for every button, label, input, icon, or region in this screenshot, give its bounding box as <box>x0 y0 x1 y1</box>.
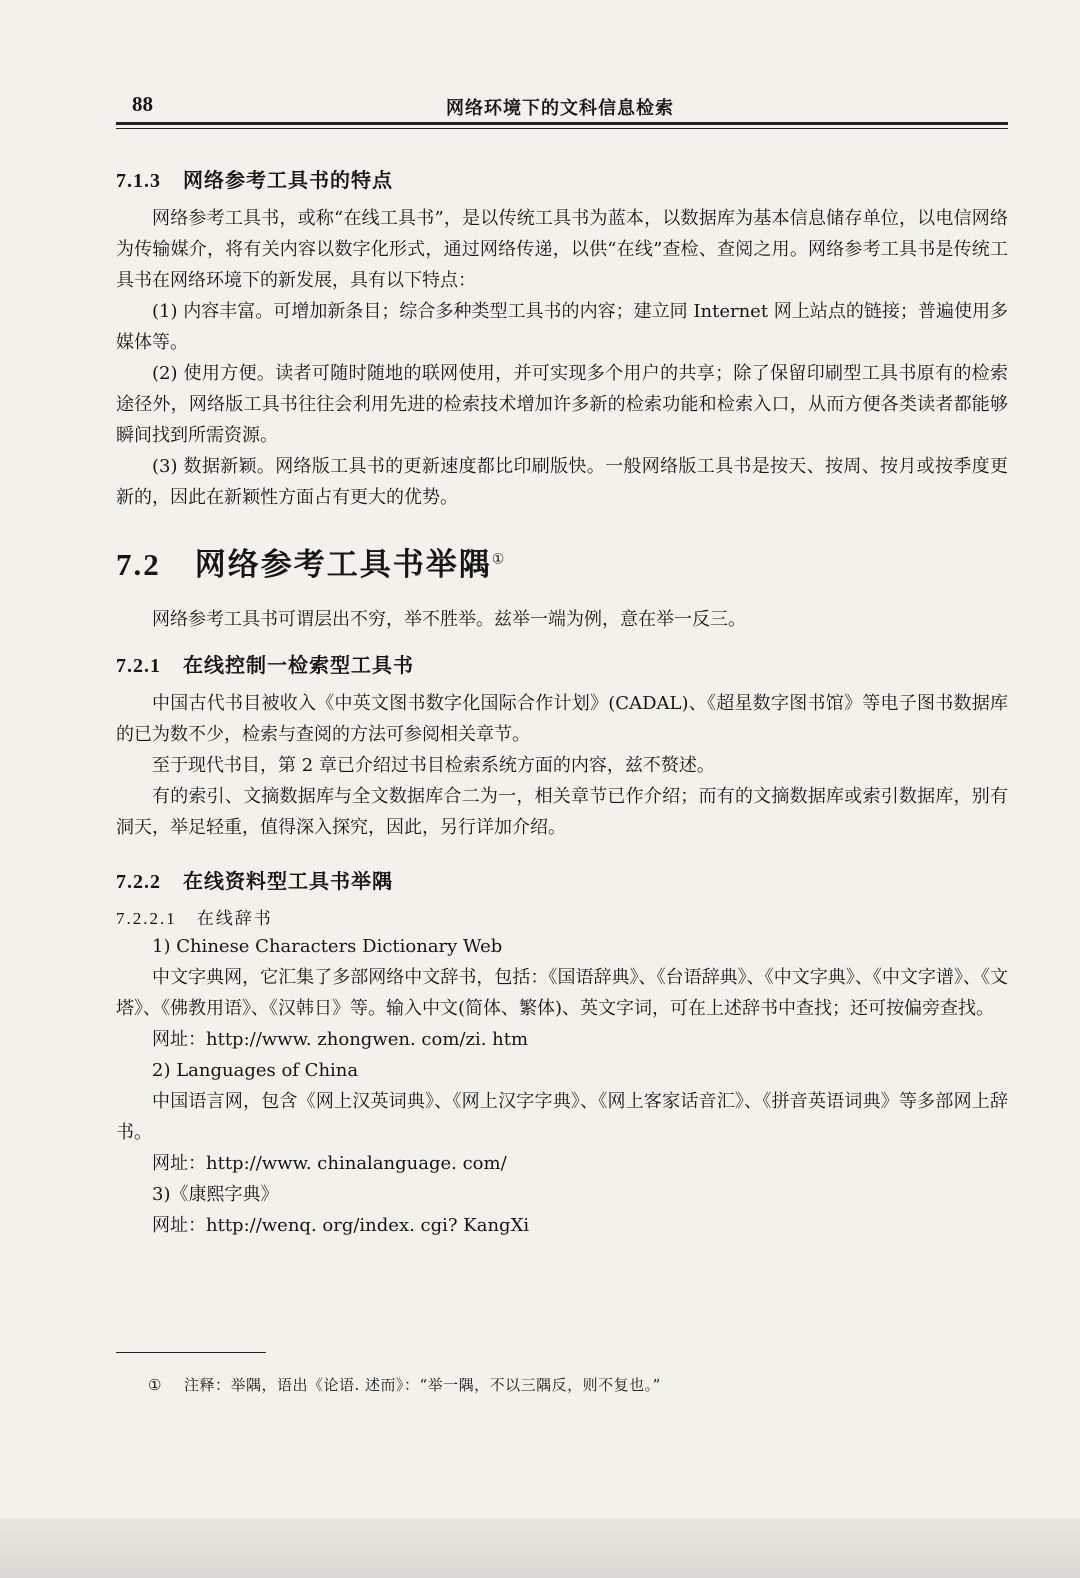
paragraph: (1) 内容丰富。可增加新条目；综合多种类型工具书的内容；建立同 Internet 网上站点的链接；普遍使用多媒体等。 <box>116 301 1008 353</box>
section-number: 7.2 <box>116 547 161 582</box>
url-line: 网址：http://www. zhongwen. com/zi. htm <box>152 1029 529 1050</box>
header-rule-thick <box>116 122 1008 125</box>
paragraph: 有的索引、文摘数据库与全文数据库合二为一，相关章节已作介绍；而有的文摘数据库或索引数据库，别有洞天，举足轻重，值得深入探究，因此，另行详加介绍。 <box>116 786 1008 838</box>
section-title: 在线控制一检索型工具书 <box>183 653 414 677</box>
subsection-title: 在线辞书 <box>196 909 273 929</box>
section-heading-7-1-3 <box>116 164 1008 193</box>
header-rule-thin <box>116 128 1008 129</box>
section-title: 网络参考工具书的特点 <box>183 168 393 192</box>
footnote-text: 注释：举隅，语出《论语. 述而》：“举一隅，不以三隅反，则不复也。” <box>183 1376 661 1394</box>
url-line: 网址：http://www. chinalanguage. com/ <box>152 1153 507 1174</box>
footnote <box>148 1374 661 1395</box>
section-title: 网络参考工具书举隅 <box>194 547 492 583</box>
footnote-reference: ① <box>491 551 507 568</box>
section-heading-7-2-2 <box>116 865 1008 894</box>
paragraph: 网络参考工具书，或称“在线工具书”，是以传统工具书为蓝本，以数据库为基本信息储存单位，以电信网络为传输媒介，将有关内容以数字化形式，通过网络传递，以供“在线”查检、查阅之用。网络参考工具书是传统工具书在网络环境下的新发展，具有以下特点： <box>116 208 1008 291</box>
paragraph: (2) 使用方便。读者可随时随地的联网使用，并可实现多个用户的共享；除了保留印刷型工具书原有的检索途径外，网络版工具书往往会利用先进的检索技术增加许多新的检索功能和检索入口，从而方便各类读者都能够瞬间找到所需资源。 <box>116 363 1008 446</box>
running-title: 网络环境下的文科信息检索 <box>446 98 674 119</box>
section-heading-7-2-1 <box>116 649 1008 678</box>
paragraph: 至于现代书目，第 2 章已介绍过书目检索系统方面的内容，兹不赘述。 <box>152 755 715 776</box>
page-number: 88 <box>132 92 153 116</box>
list-item-title: 1) Chinese Characters Dictionary Web <box>152 936 503 957</box>
section-number: 7.2.1 <box>116 655 161 677</box>
url-line: 网址：http://wenq. org/index. cgi? KangXi <box>152 1215 530 1236</box>
page-body <box>116 150 1008 1241</box>
footnote-mark: ① <box>148 1376 162 1394</box>
scan-edge <box>0 1518 1080 1578</box>
list-item-title: 2) Languages of China <box>152 1060 359 1081</box>
paragraph: 网络参考工具书可谓层出不穷，举不胜举。兹举一端为例，意在举一反三。 <box>152 609 746 630</box>
paragraph: 中国语言网，包含《网上汉英词典》、《网上汉字字典》、《网上客家话音汇》、《拼音英语词典》等多部网上辞书。 <box>116 1091 1008 1143</box>
section-title: 在线资料型工具书举隅 <box>183 869 393 893</box>
paragraph: (3) 数据新颖。网络版工具书的更新速度都比印刷版快。一般网络版工具书是按天、按周、按月或按季度更新的，因此在新颖性方面占有更大的优势。 <box>116 456 1008 508</box>
paragraph: 中国古代书目被收入《中英文图书数字化国际合作计划》(CADAL)、《超星数字图书馆》等电子图书数据库的已为数不少，检索与查阅的方法可参阅相关章节。 <box>116 693 1008 745</box>
subsection-heading-7-2-2-1 <box>116 904 1008 929</box>
list-item-title: 3)《康熙字典》 <box>152 1184 279 1205</box>
paragraph: 中文字典网，它汇集了多部网络中文辞书，包括：《国语辞典》、《台语辞典》、《中文字典》、《中文字谱》、《文塔》、《佛教用语》、《汉韩日》等。输入中文(简体、繁体)、英文字词，可在上述辞书中查找；还可按偏旁查找。 <box>116 967 1008 1019</box>
page-header <box>116 90 1008 124</box>
chapter-heading-7-2 <box>116 539 1008 584</box>
footnote-rule <box>116 1352 266 1353</box>
section-number: 7.2.2 <box>116 871 161 893</box>
subsection-number: 7.2.2.1 <box>116 909 177 928</box>
section-number: 7.1.3 <box>116 170 161 192</box>
